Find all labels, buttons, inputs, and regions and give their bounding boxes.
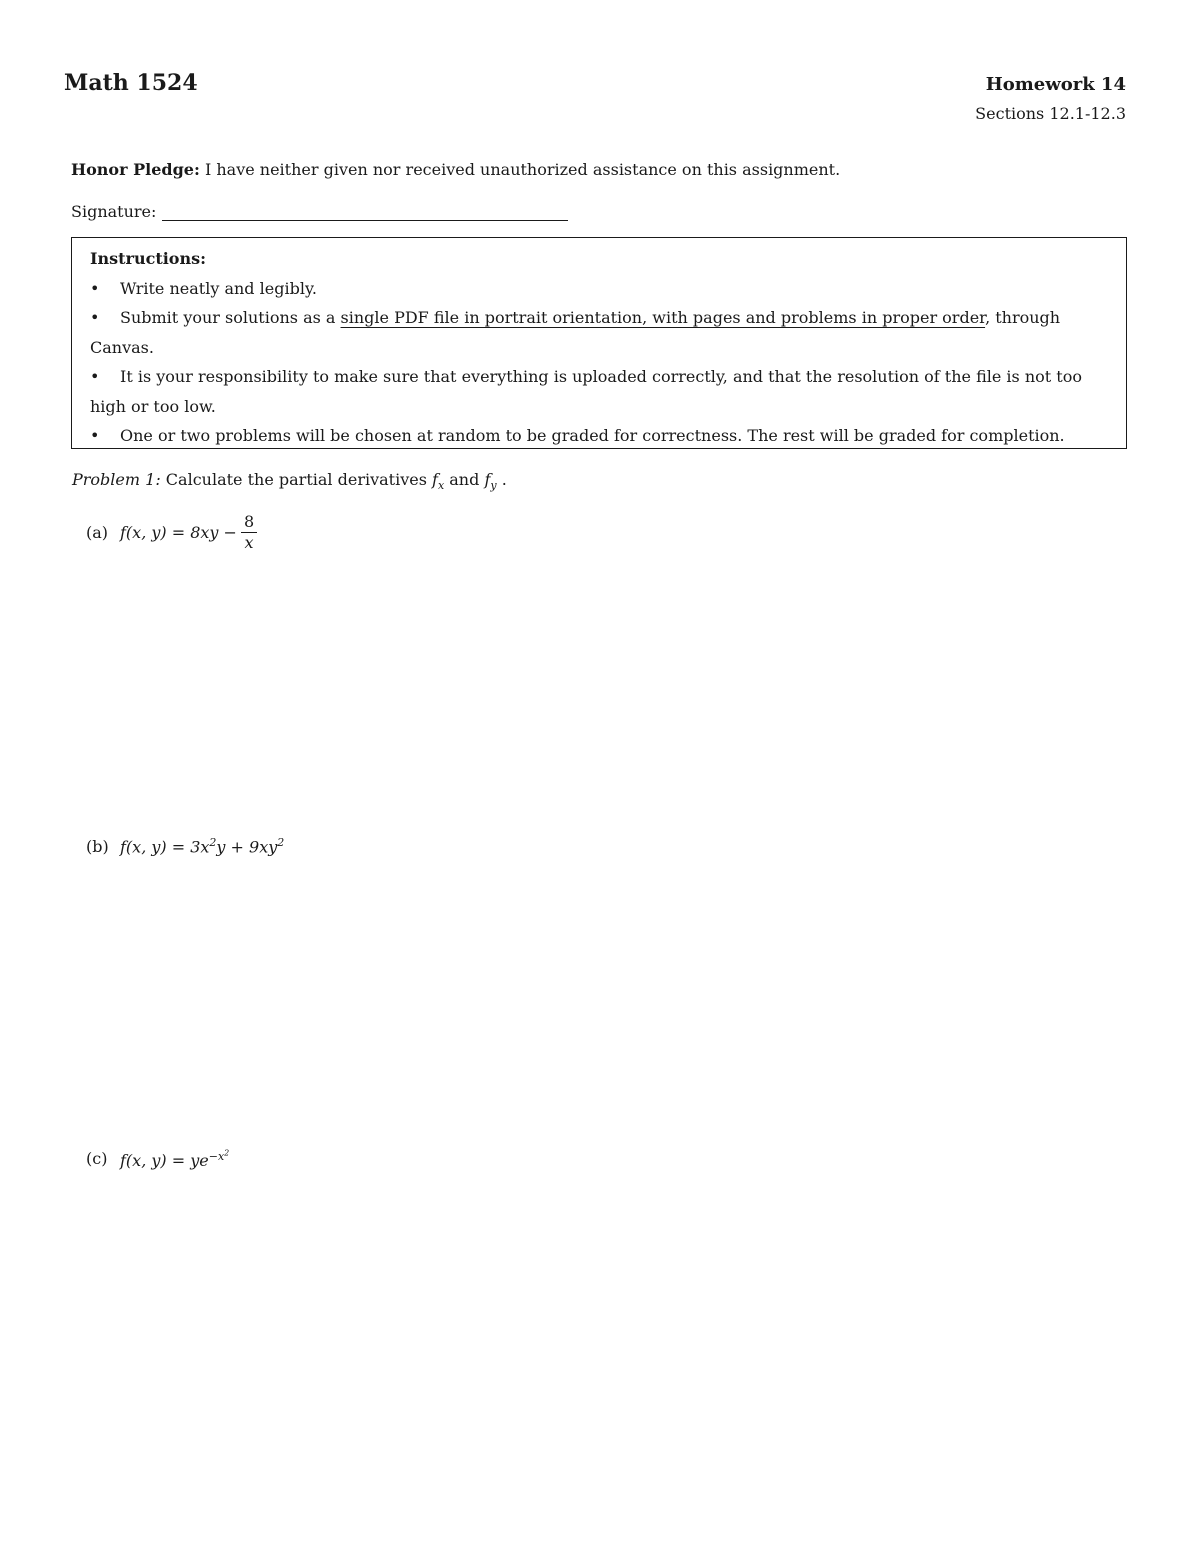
bullet-icon: • — [90, 367, 100, 386]
part-c — [86, 1148, 229, 1170]
instruction-item — [90, 421, 1108, 451]
honor-pledge-text: I have neither given nor received unauthorized assistance on this assignment. — [204, 160, 841, 179]
signature-row — [71, 202, 568, 221]
part-c-label: (c) — [86, 1149, 108, 1169]
part-a-label: (a) — [86, 523, 109, 542]
problem-1-end: . — [501, 470, 507, 489]
instruction-text-2a: Submit your solutions as a — [120, 308, 341, 327]
honor-pledge — [71, 160, 840, 179]
instruction-item — [90, 303, 1108, 362]
sections-label: Sections 12.1-12.3 — [975, 104, 1126, 123]
part-b-expression: f(x, $y) = 3x^2y + 9xy^2$ — [120, 836, 285, 857]
instruction-item — [90, 274, 1108, 304]
instruction-text-4: One or two problems will be chosen at random to be graded for correctness. The rest will be graded for completion. — [120, 426, 1065, 445]
fx-symbol: $f_x$ — [432, 470, 445, 492]
fraction-numerator: 8 — [241, 512, 257, 533]
instruction-text-3: It is your responsibility to make sure that everything is uploaded correctly, and that the resolution of the file is not too high or too low. — [90, 367, 1082, 416]
instruction-text-1: Write neatly and legibly. — [120, 278, 317, 298]
part-b — [86, 836, 284, 856]
course-title: Math 1524 — [64, 70, 198, 96]
homework-title: Homework 14 — [985, 74, 1126, 95]
fraction-denominator: x — [244, 533, 254, 552]
honor-pledge-label: Honor Pledge: — [71, 160, 200, 179]
bullet-icon: • — [90, 278, 100, 298]
problem-1-label: Problem 1: — [72, 470, 161, 489]
part-a — [86, 512, 257, 553]
signature-label: Signature: — [71, 202, 157, 221]
problem-1-text: Calculate the partial derivatives — [165, 470, 427, 489]
instruction-underlined: single PDF file in portrait orientation, with pages and problems in proper order — [340, 308, 986, 327]
part-b-label: (b) — [86, 836, 109, 856]
bullet-icon: • — [90, 426, 100, 445]
instructions-box — [71, 237, 1127, 449]
instruction-item — [90, 362, 1108, 421]
fraction — [241, 512, 257, 553]
and-word: and — [449, 470, 480, 489]
bullet-icon: • — [90, 308, 100, 327]
problem-1-statement — [72, 470, 507, 492]
instructions-heading: Instructions: — [90, 249, 207, 268]
fy-symbol: $f_y$ — [484, 470, 497, 492]
part-a-expression: f(x, y) = 8xy − — [120, 523, 237, 542]
part-c-expression: f(x, $y) = ye^{-x^2}$ — [120, 1148, 230, 1170]
signature-line — [162, 204, 568, 221]
instruction-text-2b: , through Canvas. — [90, 308, 1061, 357]
